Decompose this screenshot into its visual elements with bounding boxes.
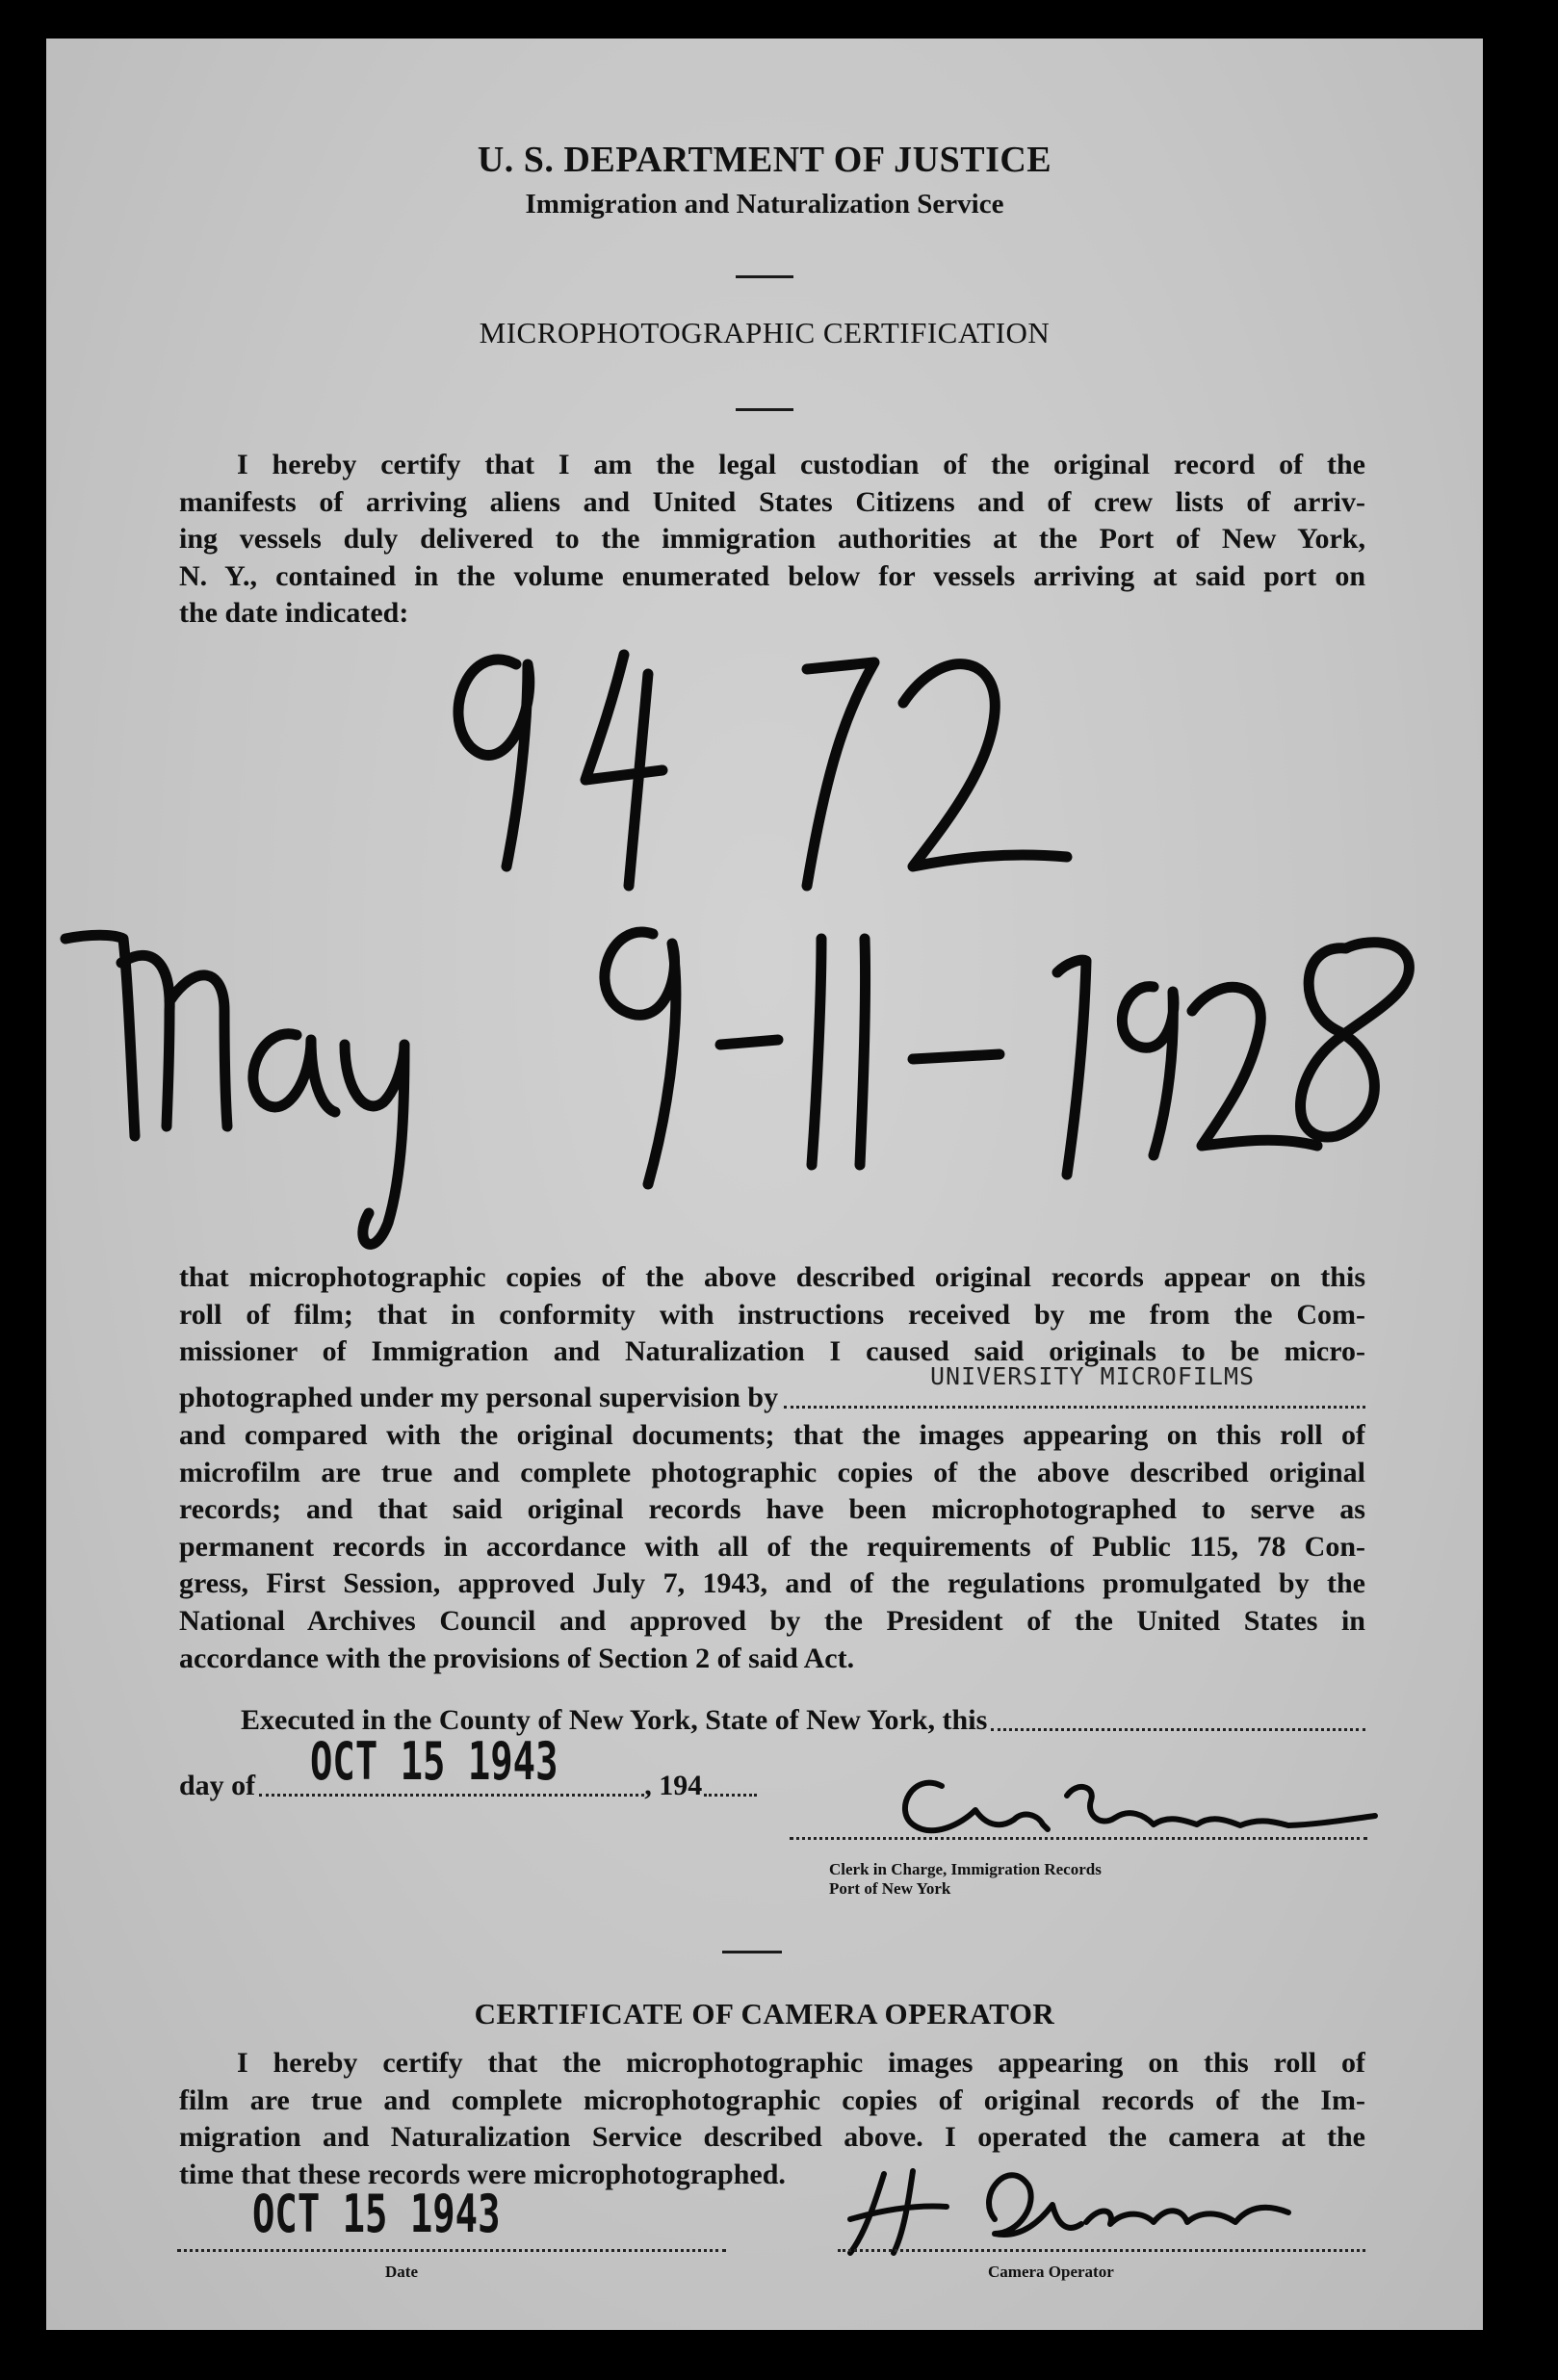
camera-certificate-body (179, 2045, 1365, 2193)
camera-line: I hereby certify that the microphotographic images appearing on this roll of (237, 2047, 1365, 2079)
body-line: roll of film; that in conformity with instructions received by me from the Com- (179, 1298, 1365, 1331)
operator-signature-line (838, 2249, 1365, 2252)
clerk-date-stamp: OCT 15 1943 (310, 1731, 558, 1792)
body-line: records; and that said original records have been microphotographed to serve as (179, 1493, 1365, 1526)
executed-dotted-line (991, 1702, 1365, 1731)
intro-line: N. Y., contained in the volume enumerated below for vessels arriving at said port on (179, 559, 1365, 592)
certification-body-continued (179, 1417, 1365, 1677)
section-divider (722, 1951, 782, 1953)
intro-line: I hereby certify that I am the legal custodian of the original record of the (237, 449, 1365, 480)
intro-line: manifests of arriving aliens and United States Citizens and of crew lists of arriv- (179, 485, 1365, 518)
year-dotted-line (704, 1768, 757, 1797)
certification-form (46, 39, 1483, 2330)
body-line: and compared with the original documents; that the images appearing on this roll of (179, 1419, 1365, 1451)
camera-line: film are true and complete microphotographic copies of original records of the Im- (179, 2083, 1365, 2116)
service-subheading: Immigration and Naturalization Service (525, 189, 1004, 220)
department-heading: U. S. DEPARTMENT OF JUSTICE (477, 140, 1052, 180)
camera-date-stamp: OCT 15 1943 (252, 2184, 501, 2244)
intro-line: ing vessels duly delivered to the immigration authorities at the Port of New York, (179, 523, 1365, 556)
body-line: missioner of Immigration and Naturalization I caused said originals to be micro- (179, 1335, 1365, 1368)
body-line: microfilm are true and complete photographic copies of the above described original (179, 1456, 1365, 1488)
date-signature-line (177, 2249, 726, 2252)
body-line: National Archives Council and approved by the President of the United States in (179, 1604, 1365, 1637)
certification-body (179, 1259, 1365, 1371)
camera-certificate-title: CERTIFICATE OF CAMERA OPERATOR (474, 1997, 1055, 2031)
operator-label: Camera Operator (988, 2263, 1114, 2281)
day-of-label: day of (179, 1770, 256, 1801)
handwritten-volume-and-date (46, 39, 1483, 2330)
body-line: photographed under my personal supervision by (179, 1382, 779, 1413)
intro-line: the date indicated: (179, 597, 409, 630)
body-line: accordance with the provisions of Section 2 of said Act. (179, 1642, 855, 1674)
executed-text: Executed in the County of New York, State of New York, this (241, 1704, 988, 1736)
operator-company: UNIVERSITY MICROFILMS (930, 1362, 1256, 1390)
camera-line: time that these records were microphotographed. (179, 2158, 786, 2190)
camera-line: migration and Naturalization Service described above. I operated the camera at the (179, 2121, 1365, 2154)
form-title: MICROPHOTOGRAPHIC CERTIFICATION (479, 316, 1051, 349)
clerk-caption (829, 1860, 1102, 1899)
clerk-signature-line (790, 1837, 1367, 1840)
year-prefix: , 194 (644, 1770, 703, 1801)
clerk-port: Port of New York (829, 1879, 951, 1898)
body-line: that microphotographic copies of the above described original records appear on this (179, 1261, 1365, 1293)
body-line: gress, First Session, approved July 7, 1943, and of the regulations promulgated by the (179, 1567, 1365, 1600)
clerk-title: Clerk in Charge, Immigration Records (829, 1860, 1102, 1878)
date-label: Date (385, 2263, 418, 2281)
body-line: permanent records in accordance with all of the requirements of Public 115, 78 Con- (179, 1530, 1365, 1563)
